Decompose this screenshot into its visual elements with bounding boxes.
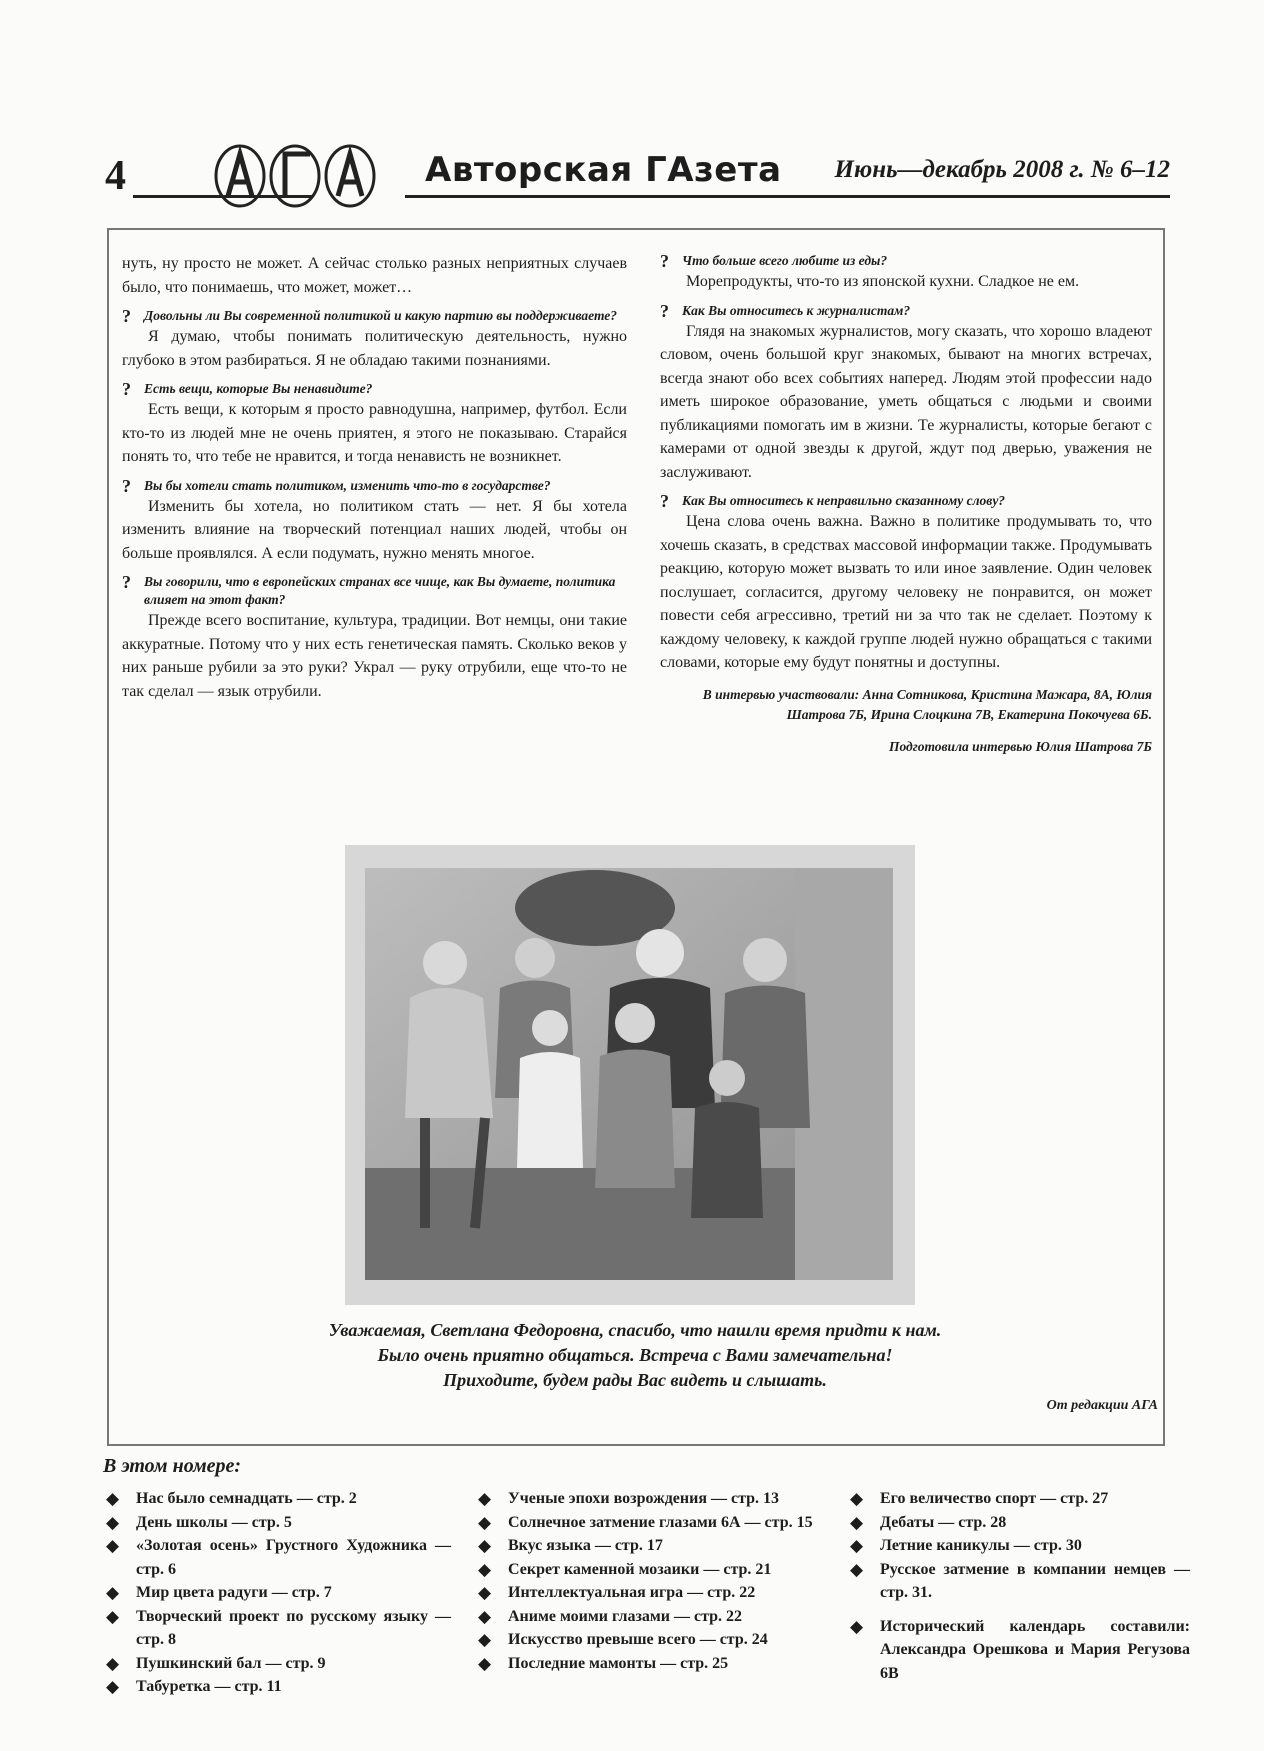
answer: Я думаю, чтобы понимать политическую деятельность, нужно глубоко в этом разбираться. Я не обладаю такими познаниями. (122, 328, 627, 369)
contents-item: ◆ Дебаты — стр. 28 (850, 1511, 1190, 1535)
contents-item: ◆ Искусство превыше всего — стр. 24 (478, 1628, 823, 1652)
question-mark-icon: ? (122, 306, 131, 326)
diamond-bullet-icon: ◆ (850, 1559, 864, 1579)
diamond-bullet-icon: ◆ (478, 1583, 492, 1602)
question: ? Вы бы хотели стать политиком, изменить что-то в государстве? (122, 475, 551, 496)
answer: Есть вещи, к которым я просто равнодушна, например, футбол. Если кто-то из людей мне не очень приятен, я этого не показываю. Старайся понять то, что тебе не нравится, и тогда ненависть не возникнет. (122, 401, 627, 465)
question-mark-icon: ? (122, 572, 131, 592)
header-rule-right (405, 195, 1170, 198)
question-mark-icon: ? (122, 475, 131, 496)
diamond-bullet-icon: ◆ (478, 1512, 492, 1532)
contents-item: ◆ Секрет каменной мозаики — стр. 21 (478, 1558, 823, 1582)
interview-participants: В интервью участвовали: Анна Сотникова, Кристина Мажара, 8А, Юлия Шатрова 7Б, Ирина Слоцкина 7В, Екатерина Покочуева 6Б. (702, 686, 1152, 722)
answer: Глядя на знакомых журналистов, могу сказать, что хорошо владеют словом, очень большой круг знакомых, бывают на многих встречах, всегда знают обо всех событиях наперед. Людям этой профессии надо иметь широкое образование, уметь общаться с людьми и своими публикациями помогать им в жизни. Те журналисты, которые бегают с камерами от одной звезды к другой, ждут под дверью, уважения не заслуживают. (660, 322, 1152, 481)
question-mark-icon: ? (660, 251, 669, 271)
diamond-bullet-icon: ◆ (850, 1536, 864, 1555)
diamond-bullet-icon: ◆ (850, 1616, 864, 1636)
question-mark-icon: ? (122, 379, 131, 399)
contents-item: ◆ Творческий проект по русскому языку — стр. 8 (106, 1605, 451, 1652)
diamond-bullet-icon: ◆ (106, 1512, 120, 1532)
diamond-bullet-icon: ◆ (106, 1606, 120, 1626)
contents-item: ◆ Летние каникулы — стр. 30 (850, 1534, 1190, 1558)
contents-item: ◆ Аниме моими глазами — стр. 22 (478, 1605, 823, 1629)
intro-text: нуть, ну просто не может. А сейчас столько разных неприятных случаев было, что понимаешь, что может, может… (122, 255, 627, 296)
page-header (95, 140, 1170, 215)
prepared-by: Подготовила интервью Юлия Шатрова 7Б (888, 738, 1152, 754)
page-number: 4 (105, 153, 126, 199)
issue-info: Июнь—декабрь 2008 г. № 6–12 (834, 156, 1170, 183)
contents-item: ◆ Русское затмение в компании немцев — стр. 31. (850, 1558, 1190, 1605)
diamond-bullet-icon: ◆ (478, 1559, 492, 1579)
question: ? Что больше всего любите из еды? (660, 251, 888, 271)
question: ? Вы говорили, что в европейских странах все чище, как Вы думаете, политика влияет на этот факт? (122, 572, 616, 607)
contents-item: ◆ Интеллектуальная игра — стр. 22 (478, 1581, 823, 1605)
contents-item: ◆ Ученые эпохи возрождения — стр. 13 (478, 1487, 823, 1511)
contents-column-1 (106, 1487, 451, 1699)
diamond-bullet-icon: ◆ (478, 1536, 492, 1555)
contents-item: ◆ Последние мамонты — стр. 25 (478, 1652, 823, 1676)
contents-item: ◆ «Золотая осень» Грустного Художника — стр. 6 (106, 1534, 451, 1581)
paper-name: Авторская ГАзета (425, 150, 782, 190)
caption-line: Приходите, будем рады Вас видеть и слышать. (443, 1370, 827, 1390)
left-column (122, 252, 627, 703)
contents-item: ◆ Табуретка — стр. 11 (106, 1675, 451, 1699)
diamond-bullet-icon: ◆ (106, 1583, 120, 1602)
question: ? Как Вы относитесь к журналистам? (660, 300, 911, 321)
diamond-bullet-icon: ◆ (478, 1630, 492, 1649)
diamond-bullet-icon: ◆ (106, 1536, 120, 1555)
editorial-signature: От редакции АГА (1046, 1398, 1158, 1413)
caption-line: Было очень приятно общаться. Встреча с Вами замечательна! (377, 1345, 893, 1365)
contents-title: В этом номере: (103, 1455, 242, 1477)
contents-column-2 (478, 1487, 823, 1675)
question: ? Есть вещи, которые Вы ненавидите? (122, 379, 373, 399)
diamond-bullet-icon: ◆ (478, 1606, 492, 1626)
answer: Изменить бы хотела, но политиком стать — нет. Я бы хотела изменить влияние на творческий потенциал наших людей, чтобы он больше проявлялся. А если подумать, нужно менять многое. (122, 497, 627, 562)
diamond-bullet-icon: ◆ (850, 1512, 864, 1532)
group-photo (365, 868, 893, 1280)
contents-item: ◆ Вкус языка — стр. 17 (478, 1534, 823, 1558)
contents-item: ◆ Нас было семнадцать — стр. 2 (106, 1487, 451, 1511)
contents-item: ◆ Исторический календарь составили: Александра Орешкова и Мария Регузова 6В (850, 1615, 1190, 1686)
question: ? Довольны ли Вы современной политикой и какую партию вы поддерживаете? (122, 306, 618, 326)
answer: Прежде всего воспитание, культура, традиции. Вот немцы, они такие аккуратные. Потому что у них есть генетическая память. Сколько веков у них раньше рубили за это руки? Украл — руку отрубили, еще что-то не так сделал — язык отрубили. (122, 612, 627, 700)
diamond-bullet-icon: ◆ (106, 1653, 120, 1673)
contents-item: ◆ День школы — стр. 5 (106, 1511, 451, 1535)
contents-item: ◆ Его величество спорт — стр. 27 (850, 1487, 1190, 1511)
diamond-bullet-icon: ◆ (106, 1677, 120, 1696)
caption-line: Уважаемая, Светлана Федоровна, спасибо, что нашли время придти к нам. (328, 1320, 942, 1340)
diamond-bullet-icon: ◆ (478, 1489, 492, 1508)
contents-item: ◆ Мир цвета радуги — стр. 7 (106, 1581, 451, 1605)
answer: Морепродукты, что-то из японской кухни. Сладкое не ем. (686, 273, 1080, 290)
aga-logo (210, 140, 380, 210)
contents-item: ◆ Солнечное затмение глазами 6А — стр. 15 (478, 1511, 823, 1535)
contents-item: ◆ Пушкинский бал — стр. 9 (106, 1652, 451, 1676)
right-column (660, 252, 1152, 757)
diamond-bullet-icon: ◆ (106, 1489, 120, 1508)
question-mark-icon: ? (660, 300, 669, 321)
question: ? Как Вы относитесь к неправильно сказанному слову? (660, 491, 1006, 511)
question-mark-icon: ? (660, 491, 669, 511)
answer: Цена слова очень важна. Важно в политике продумывать то, что хочешь сказать, в средствах массовой информации также. Продумывать реакцию, которую может вызвать то или иное заявление. Один человек послушает, согласится, другому человеку не понравится, он может повести себя агрессивно, третий ни за что так не сделает. Поэтому к каждому человеку, к каждой группе людей нужно обращаться с такими словами, которые ему будут понятны и доступны. (660, 513, 1152, 671)
contents-column-3 (850, 1487, 1190, 1685)
diamond-bullet-icon: ◆ (850, 1489, 864, 1508)
diamond-bullet-icon: ◆ (478, 1653, 492, 1673)
photo-caption (200, 1318, 1070, 1393)
